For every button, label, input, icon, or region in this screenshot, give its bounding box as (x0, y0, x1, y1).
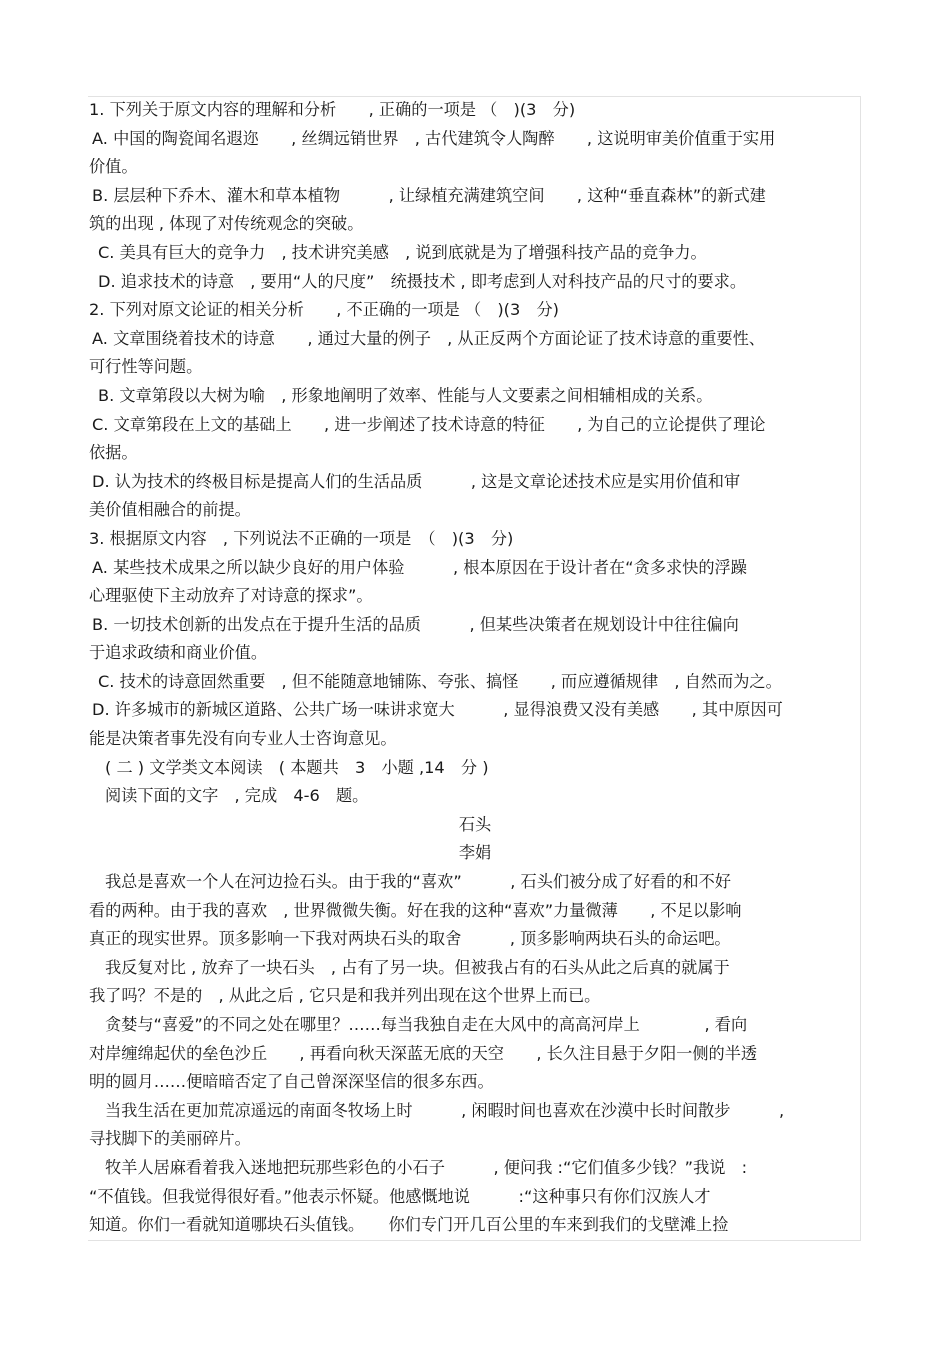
text-line: 价值。 (89, 157, 138, 177)
text-line: 看的两种。由于我的喜欢 , 世界微微失衡。好在我的这种“喜欢”力量微薄 , 不足以影响 (89, 900, 742, 920)
text-line: A. 中国的陶瓷闻名遐迩 , 丝绸远销世界 , 古代建筑令人陶醉 , 这说明审美价值重于实用 (92, 128, 776, 148)
text-line: 牧羊人居麻看着我入迷地把玩那些彩色的小石子 , 便问我 :“它们值多少钱？”我说 : (105, 1157, 748, 1177)
text-line: 2. 下列对原文论证的相关分析 , 不正确的一项是 （ )(3 分) (89, 300, 559, 320)
text-line: 寻找脚下的美丽碎片。 (89, 1129, 251, 1149)
text-line: 心理驱使下主动放弃了对诗意的探求”。 (89, 586, 373, 606)
text-line: 贪婪与“喜爱”的不同之处在哪里？……每当我独自走在大风中的高高河岸上 , 看向 (105, 1015, 748, 1034)
text-line: 依据。 (89, 443, 138, 463)
text-line: 筑的出现 , 体现了对传统观念的突破。 (89, 214, 364, 234)
text-line: 明的圆月……便暗暗否定了自己曾深深坚信的很多东西。 (89, 1072, 494, 1092)
text-line: D. 追求技术的诗意 , 要用“人的尺度” 统摄技术 , 即考虑到人对科技产品的尺寸的要求。 (98, 271, 747, 291)
text-line: 李娟 (458, 843, 492, 863)
text-line: D. 认为技术的终极目标是提高人们的生活品质 , 这是文章论述技术应是实用价值和审 (92, 471, 741, 491)
text-line: 可行性等问题。 (89, 357, 203, 377)
text-line: 我了吗？不是的 , 从此之后 , 它只是和我并列出现在这个世界上而已。 (89, 986, 601, 1006)
text-line: A. 某些技术成果之所以缺少良好的用户体验 , 根本原因在于设计者在“贪多求快的浮躁 (92, 557, 747, 577)
text-line: 于追求政绩和商业价值。 (89, 643, 268, 663)
text-line: “不值钱。但我觉得很好看。”他表示怀疑。他感慨地说 :“这种事只有你们汉族人才 (89, 1186, 711, 1206)
text-line: 我总是喜欢一个人在河边捡石头。由于我的“喜欢” , 石头们被分成了好看的和不好 (105, 872, 731, 892)
text-line: 当我生活在更加荒凉遥远的南面冬牧场上时 , 闲暇时间也喜欢在沙漠中长时间散步 , (105, 1100, 785, 1120)
text-line: B. 层层种下乔木、灌木和草本植物 , 让绿植充满建筑空间 , 这种“垂直森林”的新式建 (92, 185, 766, 205)
text-line: 美价值相融合的前提。 (89, 500, 251, 520)
text-line: 阅读下面的文字 , 完成 4-6 题。 (105, 786, 369, 806)
document-body (89, 96, 861, 1240)
text-line: 我反复对比 , 放弃了一块石头 , 占有了另一块。但被我占有的石头从此之后真的就属于 (105, 957, 730, 977)
text-line: 对岸缠绵起伏的垒色沙丘 , 再看向秋天深蓝无底的天空 , 长久注目悬于夕阳一侧的半透 (89, 1043, 758, 1063)
text-line: B. 文章第段以大树为喻 , 形象地阐明了效率、性能与人文要素之间相辅相成的关系。 (98, 385, 713, 405)
text-line: 石头 (458, 814, 492, 834)
text-line: 能是决策者事先没有向专业人士咨询意见。 (89, 729, 397, 749)
text-line: C. 技术的诗意固然重要 , 但不能随意地铺陈、夸张、搞怪 , 而应遵循规律 , 自然而为之。 (98, 671, 782, 691)
text-line: C. 美具有巨大的竞争力 , 技术讲究美感 , 说到底就是为了增强科技产品的竞争力。 (98, 242, 707, 262)
text-line: D. 许多城市的新城区道路、公共广场一味讲求宽大 , 显得浪费又没有美感 , 其中原因可 (92, 700, 783, 720)
text-line: A. 文章围绕着技术的诗意 , 通过大量的例子 , 从正反两个方面论证了技术诗意的重要性、 (92, 328, 765, 348)
text-line: ( 二 ) 文学类文本阅读 ( 本题共 3 小题 ,14 分 ) (105, 757, 489, 777)
text-line: C. 文章第段在上文的基础上 , 进一步阐述了技术诗意的特征 , 为自己的立论提供了理论 (92, 414, 766, 434)
text-line: B. 一切技术创新的出发点在于提升生活的品质 , 但某些决策者在规划设计中往往偏向 (92, 614, 739, 634)
text-line: 3. 根据原文内容 , 下列说法不正确的一项是 （ )(3 分) (89, 528, 514, 548)
text-line: 1. 下列关于原文内容的理解和分析 , 正确的一项是 （ )(3 分) (89, 100, 576, 119)
text-line: 真正的现实世界。顶多影响一下我对两块石头的取舍 , 顶多影响两块石头的命运吧。 (89, 929, 731, 949)
text-line: 知道。你们一看就知道哪块石头值钱。 你们专门开几百公里的车来到我们的戈壁滩上捡 (89, 1215, 729, 1235)
